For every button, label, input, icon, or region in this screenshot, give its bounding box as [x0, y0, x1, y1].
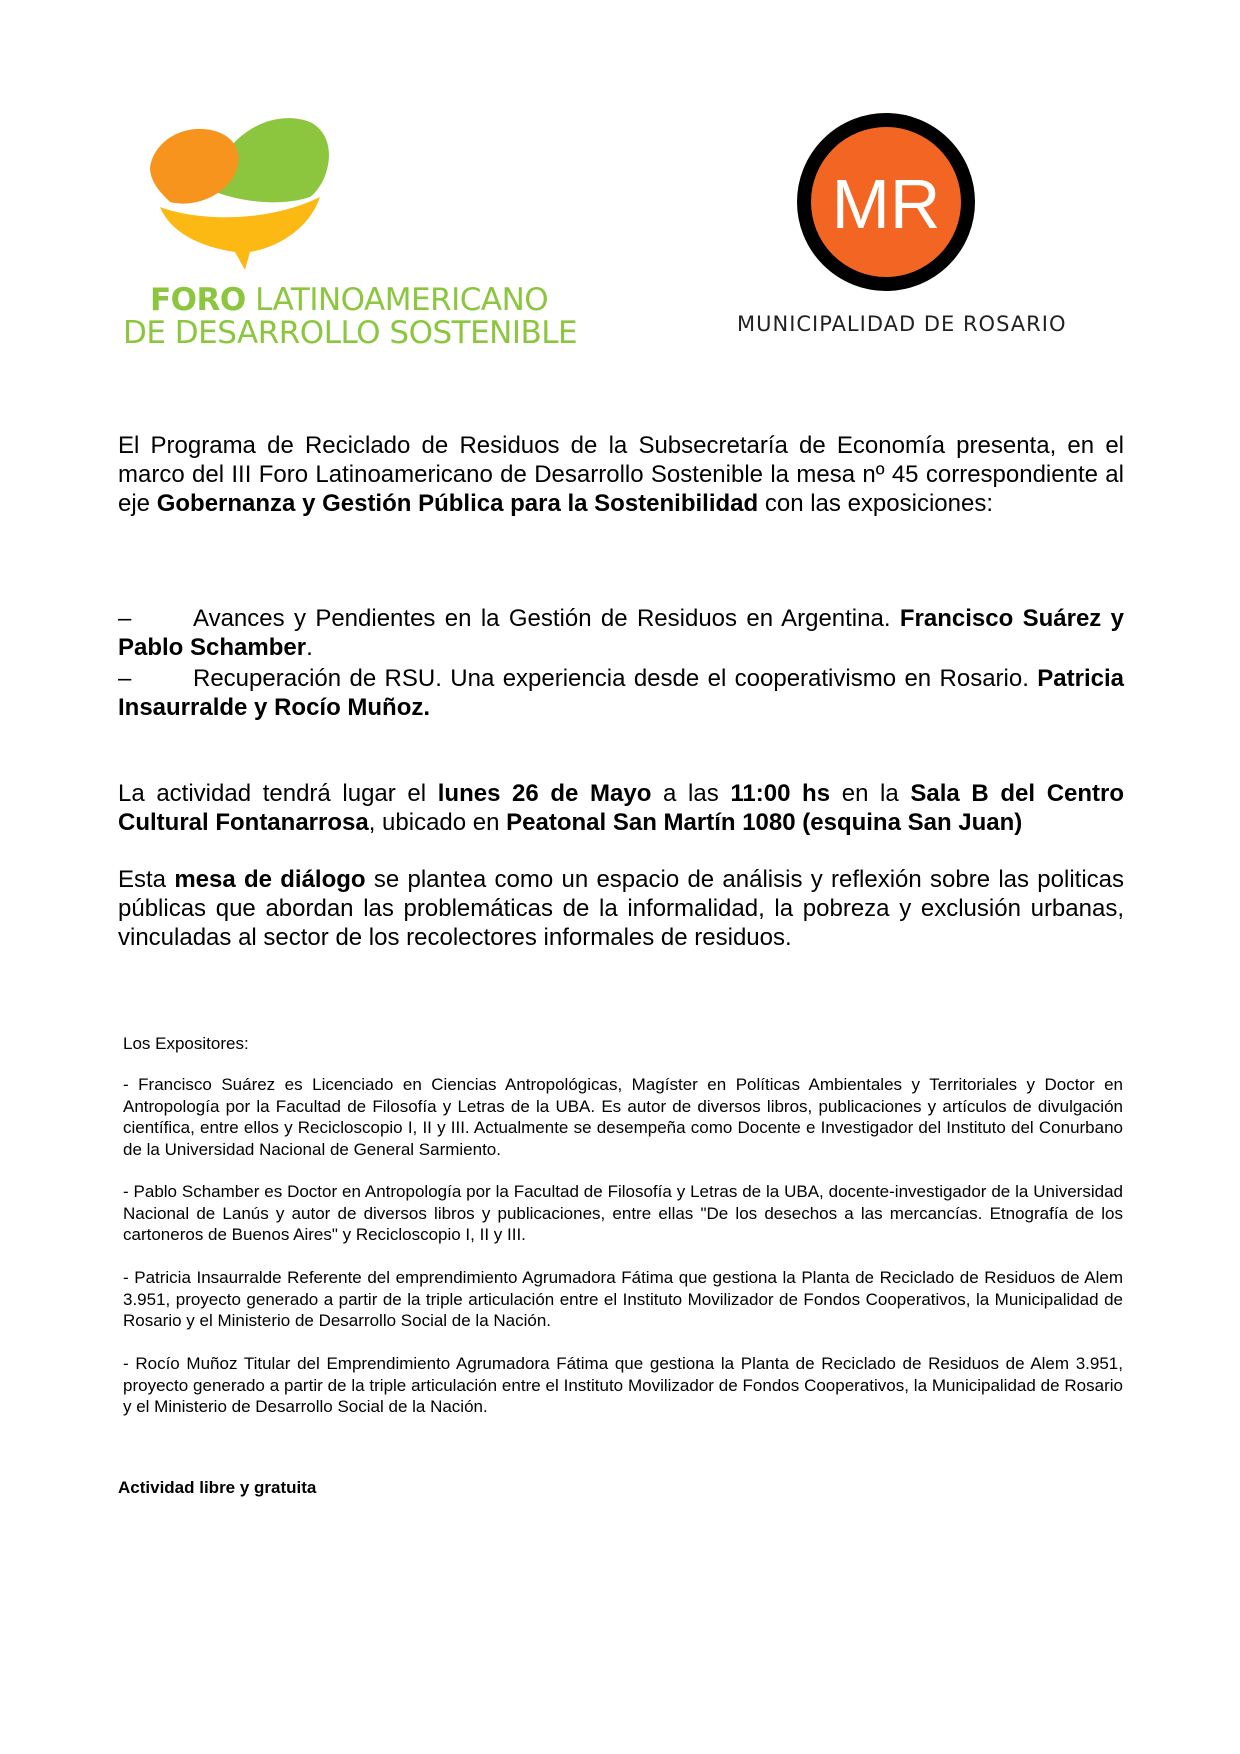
activity-address: Peatonal San Martín 1080 (esquina San Juan) [506, 809, 1023, 836]
free-activity-note: Actividad libre y gratuita [118, 1478, 317, 1497]
mr-mark-text: MR [831, 165, 941, 243]
axis-title: Gobernanza y Gestión Pública para la Sostenibilidad [156, 490, 759, 517]
foro-logo [120, 112, 578, 352]
intro-paragraph: El Programa de Reciclado de Residuos de la Subsecretaría de Economía presenta, en el marco del III Foro Latinoamericano de Desarrollo Sostenible la mesa nº 45 correspondiente al eje Gobernanza y Gestión Pública para la Sostenibilidad con las exposiciones: [118, 432, 1124, 517]
rosario-caption: MUNICIPALIDAD DE ROSARIO [737, 312, 1067, 336]
talk-item: – Avances y Pendientes en la Gestión de Residuos en Argentina. Francisco Suárez y Pablo Schamber. [118, 605, 1124, 661]
activity-time: 11:00 hs [730, 780, 831, 807]
mr-emblem-icon [796, 112, 976, 292]
activity-date: lunes 26 de Mayo [437, 780, 652, 807]
dialogue-paragraph: Esta mesa de diálogo se plantea como un espacio de análisis y reflexión sobre las politicas públicas que abordan las problemáticas de la informalidad, la pobreza y exclusión urbanas, vinculadas al sector de los recolectores informales de residuos. [118, 866, 1124, 951]
foro-title-line2: DE DESARROLLO SOSTENIBLE [123, 315, 578, 351]
foro-emblem-icon [150, 112, 335, 272]
speaker-bio: - Pablo Schamber es Doctor en Antropología por la Facultad de Filosofía y Letras de la UBA, docente-investigador de la Universidad Nacional de Lanús y autor de diversos libros y publicaciones, entre ellas "De los desechos a las mercancías. Etnografía de los cartoneros de Buenos Aires" y Recicloscopio I, II y III. [123, 1182, 1123, 1244]
speaker-bio: - Francisco Suárez es Licenciado en Ciencias Antropológicas, Magíster en Políticas Ambientales y Territoriales y Doctor en Antropología por la Facultad de Filosofía y Letras de la UBA. Es autor de diversos libros, publicaciones y artículos de divulgación científica, entre ellos y Recicloscopio I, II y III. Actualmente se desempeña como Docente e Investigador del Instituto del Conurbano de la Universidad Nacional de General Sarmiento. [123, 1075, 1123, 1159]
rosario-logo [720, 112, 1080, 342]
talk-speakers: Patricia Insaurralde y Rocío Muñoz. [118, 665, 1124, 721]
foro-title-line1: FORO LATINOAMERICANO [150, 282, 549, 318]
speaker-bio: - Rocío Muñoz Titular del Emprendimiento Agrumadora Fátima que gestiona la Planta de Reciclado de Residuos de Alem 3.951, proyecto generado a partir de la triple articulación entre el Instituto Movilizador de Fondos Cooperativos, la Municipalidad de Rosario y el Ministerio de Desarrollo Social de la Nación. [123, 1354, 1123, 1416]
expositores-heading: Los Expositores: [123, 1034, 249, 1053]
activity-place: Sala B del Centro Cultural Fontanarrosa [118, 780, 1125, 836]
speaker-bio: - Patricia Insaurralde Referente del emprendimiento Agrumadora Fátima que gestiona la Planta de Reciclado de Residuos de Alem 3.951, proyecto generado a partir de la triple articulación entre el Instituto Movilizador de Fondos Cooperativos, la Municipalidad de Rosario y el Ministerio de Desarrollo Social de la Nación. [123, 1268, 1123, 1330]
talk-speakers: Francisco Suárez y Pablo Schamber [118, 605, 1124, 661]
activity-paragraph: La actividad tendrá lugar el lunes 26 de Mayo a las 11:00 hs en la Sala B del Centro Cultural Fontanarrosa, ubicado en Peatonal San Martín 1080 (esquina San Juan) [118, 780, 1125, 836]
talk-item: – Recuperación de RSU. Una experiencia desde el cooperativismo en Rosario. Patricia Insaurralde y Rocío Muñoz. [118, 665, 1124, 721]
